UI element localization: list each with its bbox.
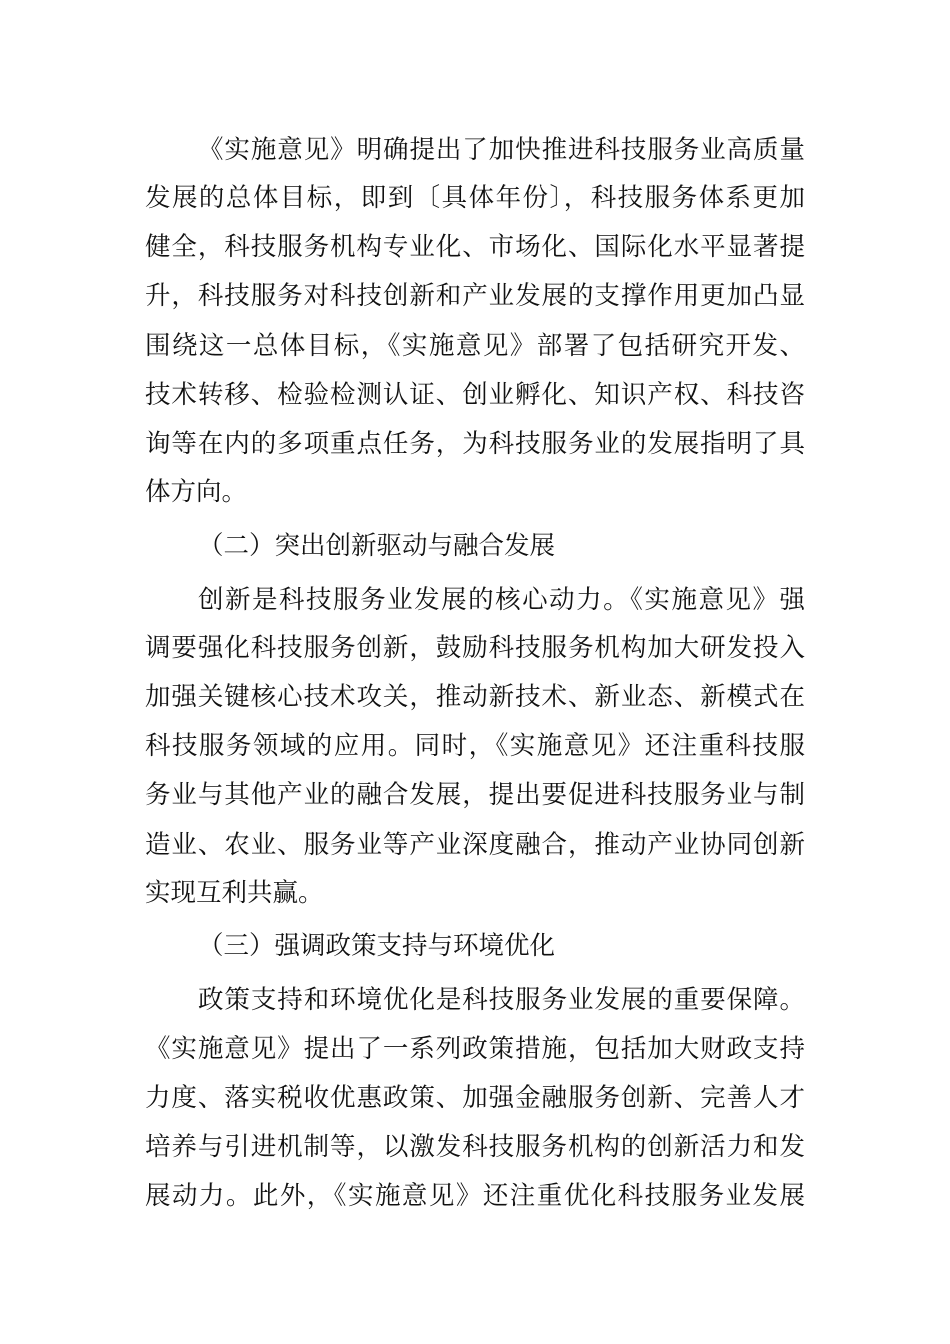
- text-line: 升，科技服务对科技创新和产业发展的支撑作用更加凸显: [145, 281, 805, 311]
- text-line: 务业与其他产业的融合发展，提出要促进科技服务业与制: [145, 780, 805, 810]
- text-line: 《实施意见》明确提出了加快推进科技服务业高质量: [198, 135, 805, 165]
- text-line: 围绕这一总体目标，《实施意见》部署了包括研究开发、: [145, 331, 805, 361]
- text-line: 展动力。此外，《实施意见》还注重优化科技服务业发展: [145, 1181, 805, 1211]
- text-line: 科技服务领域的应用。同时，《实施意见》还注重科技服: [145, 731, 805, 761]
- text-line: 加强关键核心技术攻关，推动新技术、新业态、新模式在: [145, 682, 805, 712]
- text-line: 力度、落实税收优惠政策、加强金融服务创新、完善人才: [145, 1083, 805, 1113]
- text-line: 《实施意见》提出了一系列政策措施，包括加大财政支持: [145, 1034, 805, 1064]
- section-heading: （三）强调政策支持与环境优化: [198, 931, 556, 961]
- text-line: 技术转移、检验检测认证、创业孵化、知识产权、科技咨: [145, 380, 805, 410]
- text-line: 健全，科技服务机构专业化、市场化、国际化水平显著提: [145, 232, 805, 262]
- text-line: 发展的总体目标，即到〔具体年份〕，科技服务体系更加: [145, 183, 805, 213]
- text-line: 实现互利共赢。: [145, 878, 324, 908]
- text-line: 造业、农业、服务业等产业深度融合，推动产业协同创新: [145, 830, 805, 860]
- text-line: 体方向。: [145, 477, 248, 507]
- section-heading: （二）突出创新驱动与融合发展: [198, 531, 556, 561]
- text-line: 政策支持和环境优化是科技服务业发展的重要保障。: [198, 985, 805, 1015]
- text-line: 培养与引进机制等，以激发科技服务机构的创新活力和发: [145, 1132, 805, 1162]
- text-line: 调要强化科技服务创新，鼓励科技服务机构加大研发投入: [145, 633, 805, 663]
- text-line: 创新是科技服务业发展的核心动力。《实施意见》强: [198, 585, 805, 615]
- text-line: 询等在内的多项重点任务，为科技服务业的发展指明了具: [145, 429, 805, 459]
